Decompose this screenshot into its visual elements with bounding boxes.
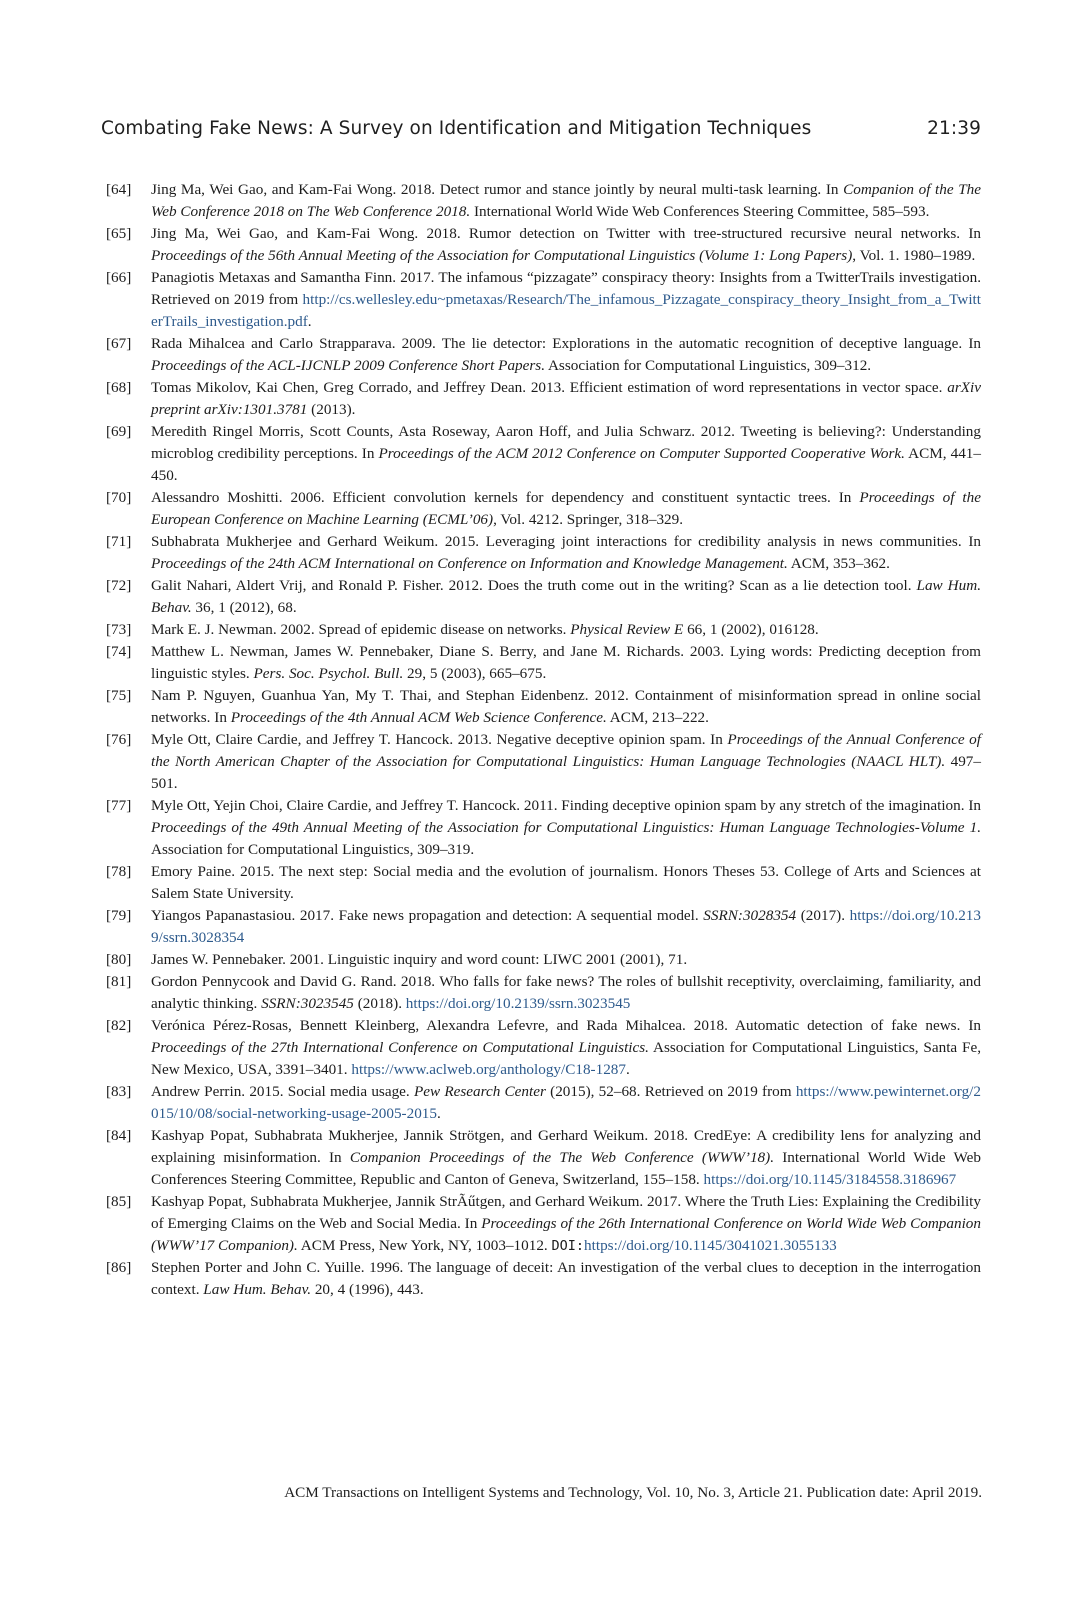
reference-segment: International World Wide Web Conferences Steering Committee, Republic and Canton of Geneva, Switzerland, 155–158. [151,1149,981,1188]
reference-number: [72] [106,577,132,594]
reference-segment: James W. Pennebaker. 2001. Linguistic inquiry and word count: LIWC 2001 (2001), 71. [151,951,688,968]
reference-number: [80] [106,951,132,968]
reference-number: [73] [106,621,132,638]
reference-item [106,267,981,333]
reference-number: [86] [106,1259,132,1276]
reference-item [106,421,981,487]
reference-text [151,531,981,575]
reference-segment: Mark E. J. Newman. 2002. Spread of epidemic disease on networks. [151,621,571,638]
reference-number: [84] [106,1127,132,1144]
reference-text [151,1257,981,1301]
reference-number: [70] [106,489,132,506]
reference-text [151,1081,981,1125]
reference-number: [76] [106,731,132,748]
reference-text [151,223,981,267]
reference-item [106,905,981,949]
reference-segment: 497–501. [151,753,981,792]
reference-segment: Rada Mihalcea and Carlo Strapparava. 2009. The lie detector: Explorations in the automatic recognition of deceptive language. In [151,335,981,352]
reference-text [151,619,981,641]
reference-segment: Meredith Ringel Morris, Scott Counts, Asta Roseway, Aaron Hoff, and Julia Schwarz. 2012. Tweeting is believing?: Understanding microblog credibility perceptions. In [151,423,981,462]
reference-number: [75] [106,687,132,704]
reference-item [106,179,981,223]
reference-segment: (2015), 52–68. Retrieved on 2019 from [545,1083,796,1100]
reference-text [151,905,981,949]
reference-link[interactable]: https://doi.org/10.2139/ssrn.3023545 [405,995,631,1012]
reference-segment: ACM, 353–362. [787,555,890,572]
reference-text [151,971,981,1015]
reference-item [106,1015,981,1081]
reference-venue: arXiv preprint arXiv:1301.3781 [151,379,981,418]
reference-venue: Proceedings of the 27th International Conference on Computational Linguistics. [151,1039,649,1056]
reference-segment: Association for Computational Linguistics, 309–319. [151,841,475,858]
reference-text [151,267,981,333]
reference-segment: Alessandro Moshitti. 2006. Efficient convolution kernels for dependency and constituent syntactic trees. In [151,489,860,506]
reference-number: [78] [106,863,132,880]
reference-item [106,223,981,267]
reference-number: [65] [106,225,132,242]
reference-number: [82] [106,1017,132,1034]
reference-segment: Verónica Pérez-Rosas, Bennett Kleinberg, Alexandra Lefevre, and Rada Mihalcea. 2018. Automatic detection of fake news. In [151,1017,981,1034]
reference-segment: Andrew Perrin. 2015. Social media usage. [151,1083,414,1100]
reference-segment: (2013). [307,401,356,418]
reference-item [106,575,981,619]
running-title: Combating Fake News: A Survey on Identification and Mitigation Techniques [101,118,812,139]
reference-item [106,685,981,729]
reference-item [106,971,981,1015]
running-header [101,118,981,139]
reference-venue: Proceedings of the Annual Conference of the North American Chapter of the Association for Computational Linguistics: Human Language Technologies (NAACL HLT). [151,731,981,770]
reference-venue: Law Hum. Behav. [151,577,981,616]
reference-segment: 29, 5 (2003), 665–675. [403,665,547,682]
reference-text [151,575,981,619]
reference-link[interactable]: https://www.aclweb.org/anthology/C18-1287 [351,1061,626,1078]
reference-segment: . [436,1105,441,1122]
reference-segment: (2018). [353,995,406,1012]
reference-link[interactable]: http://cs.wellesley.edu~pmetaxas/Research/The_infamous_Pizzagate_conspiracy_theory_Insight_from_a_TwitterTrails_investigation.pdf [151,291,981,330]
reference-text [151,1191,981,1257]
reference-item [106,949,981,971]
reference-segment: (2017). [796,907,850,924]
reference-text [151,377,981,421]
reference-venue: Proceedings of the 49th Annual Meeting of the Association for Computational Linguistics: Human Language Technologies-Volume 1. [151,819,981,836]
reference-segment: Gordon Pennycook and David G. Rand. 2018. Who falls for fake news? The roles of bullshit receptivity, overclaiming, familiarity, and analytic thinking. [151,973,981,1012]
journal-footer: ACM Transactions on Intelligent Systems and Technology, Vol. 10, No. 3, Article 21. Publication date: April 2019. [284,1484,982,1501]
reference-item [106,1191,981,1257]
reference-venue: SSRN:3028354 [703,907,797,924]
reference-link[interactable]: https://doi.org/10.1145/3041021.3055133 [584,1237,837,1254]
reference-link[interactable]: https://doi.org/10.2139/ssrn.3028354 [151,907,981,946]
reference-item [106,487,981,531]
reference-number: [79] [106,907,132,924]
reference-segment: 36, 1 (2012), 68. [191,599,297,616]
reference-item [106,531,981,575]
doi-label: DOI: [551,1238,585,1254]
reference-segment: International World Wide Web Conferences Steering Committee, 585–593. [470,203,930,220]
reference-text [151,729,981,795]
reference-venue: Proceedings of the 26th International Conference on World Wide Web Companion (WWW’17 Companion). [151,1215,981,1254]
reference-segment: ACM Press, New York, NY, 1003–1012. [297,1237,552,1254]
reference-segment: Matthew L. Newman, James W. Pennebaker, Diane S. Berry, and Jane M. Richards. 2003. Lying words: Predicting deception from linguistic styles. [151,643,981,682]
reference-segment: 20, 4 (1996), 443. [311,1281,424,1298]
reference-venue: Companion Proceedings of the The Web Conference (WWW’18). [349,1149,774,1166]
reference-segment: Panagiotis Metaxas and Samantha Finn. 2017. The infamous “pizzagate” conspiracy theory: Insights from a TwitterTrails investigation. Retrieved on 2019 from [151,269,981,308]
reference-item [106,377,981,421]
reference-segment: Kashyap Popat, Subhabrata Mukherjee, Jannik StrÃűtgen, and Gerhard Weikum. 2017. Where the Truth Lies: Explaining the Credibility of Emerging Claims on the Web and Social Media. In [151,1193,981,1232]
reference-text [151,487,981,531]
reference-text [151,1015,981,1081]
reference-item [106,861,981,905]
reference-item [106,1081,981,1125]
reference-venue: Proceedings of the 4th Annual ACM Web Science Conference. [230,709,607,726]
reference-venue: Proceedings of the ACL-IJCNLP 2009 Conference Short Papers. [151,357,545,374]
reference-segment: , Vol. 4212. Springer, 318–329. [493,511,684,528]
reference-venue: Companion of the The Web Conference 2018 on The Web Conference 2018. [151,181,982,220]
reference-venue: Proceedings of the 24th ACM International on Conference on Information and Knowledge Management. [151,555,788,572]
reference-segment: Myle Ott, Claire Cardie, and Jeffrey T. Hancock. 2013. Negative deceptive opinion spam. In [151,731,728,748]
reference-text [151,795,981,861]
reference-number: [77] [106,797,132,814]
reference-item [106,729,981,795]
reference-venue: Pew Research Center [413,1083,546,1100]
reference-venue: SSRN:3023545 [261,995,354,1012]
reference-number: [69] [106,423,132,440]
reference-text [151,333,981,377]
reference-venue: Proceedings of the ACM 2012 Conference on Computer Supported Cooperative Work. [378,445,905,462]
reference-item [106,619,981,641]
reference-segment: ACM, 213–222. [606,709,709,726]
reference-venue: Law Hum. Behav. [203,1281,312,1298]
reference-segment: Myle Ott, Yejin Choi, Claire Cardie, and Jeffrey T. Hancock. 2011. Finding deceptive opinion spam by any stretch of the imagination. In [151,797,981,814]
reference-segment: Association for Computational Linguistics, Santa Fe, New Mexico, USA, 3391–3401. [151,1039,981,1078]
reference-text [151,949,981,971]
reference-segment: Stephen Porter and John C. Yuille. 1996. The language of deceit: An investigation of the verbal clues to deception in the interrogation context. [151,1259,981,1298]
reference-number: [81] [106,973,132,990]
reference-item [106,1125,981,1191]
reference-number: [67] [106,335,132,352]
reference-item [106,1257,981,1301]
reference-text [151,1125,981,1191]
reference-segment: Jing Ma, Wei Gao, and Kam-Fai Wong. 2018. Rumor detection on Twitter with tree-structured recursive neural networks. In [151,225,981,242]
reference-segment: Kashyap Popat, Subhabrata Mukherjee, Jannik Strötgen, and Gerhard Weikum. 2018. CredEye: A credibility lens for analyzing and explaining misinformation. In [151,1127,981,1166]
reference-text [151,179,981,223]
reference-venue: Proceedings of the European Conference on Machine Learning (ECML’06) [151,489,981,528]
reference-segment: Emory Paine. 2015. The next step: Social media and the evolution of journalism. Honors Theses 53. College of Arts and Sciences at Salem State University. [151,863,981,902]
reference-segment: Association for Computational Linguistics, 309–312. [545,357,872,374]
reference-item [106,333,981,377]
reference-number: [74] [106,643,132,660]
reference-venue: Pers. Soc. Psychol. Bull. [253,665,404,682]
reference-segment: Nam P. Nguyen, Guanhua Yan, My T. Thai, and Stephan Eidenbenz. 2012. Containment of misinformation spread in online social networks. In [151,687,981,726]
reference-segment: ACM, 441–450. [151,445,981,484]
reference-text [151,861,981,905]
reference-segment: Yiangos Papanastasiou. 2017. Fake news propagation and detection: A sequential model. [151,907,704,924]
reference-venue: Proceedings of the 56th Annual Meeting of the Association for Computational Linguistics (Volume 1: Long Papers) [151,247,853,264]
page-number: 21:39 [927,118,981,139]
reference-number: [71] [106,533,132,550]
reference-list [106,179,981,1301]
reference-segment: . [626,1061,630,1078]
reference-number: [83] [106,1083,132,1100]
reference-number: [66] [106,269,132,286]
reference-number: [68] [106,379,132,396]
reference-segment: . [307,313,312,330]
reference-number: [64] [106,181,132,198]
reference-item [106,795,981,861]
reference-segment: Jing Ma, Wei Gao, and Kam-Fai Wong. 2018. Detect rumor and stance jointly by neural multi-task learning. In [151,181,844,198]
reference-venue: Physical Review E [570,621,684,638]
reference-segment: , Vol. 1. 1980–1989. [852,247,976,264]
reference-segment: 66, 1 (2002), 016128. [683,621,819,638]
reference-item [106,641,981,685]
reference-text [151,685,981,729]
reference-number: [85] [106,1193,132,1210]
reference-segment: Subhabrata Mukherjee and Gerhard Weikum. 2015. Leveraging joint interactions for credibility analysis in news communities. In [151,533,981,550]
reference-segment: Tomas Mikolov, Kai Chen, Greg Corrado, and Jeffrey Dean. 2013. Efficient estimation of word representations in vector space. [151,379,948,396]
reference-text [151,421,981,487]
reference-link[interactable]: https://www.pewinternet.org/2015/10/08/social-networking-usage-2005-2015 [151,1083,981,1122]
reference-link[interactable]: https://doi.org/10.1145/3184558.3186967 [703,1171,957,1188]
reference-segment: Galit Nahari, Aldert Vrij, and Ronald P. Fisher. 2012. Does the truth come out in the writing? Scan as a lie detection tool. [151,577,917,594]
reference-text [151,641,981,685]
